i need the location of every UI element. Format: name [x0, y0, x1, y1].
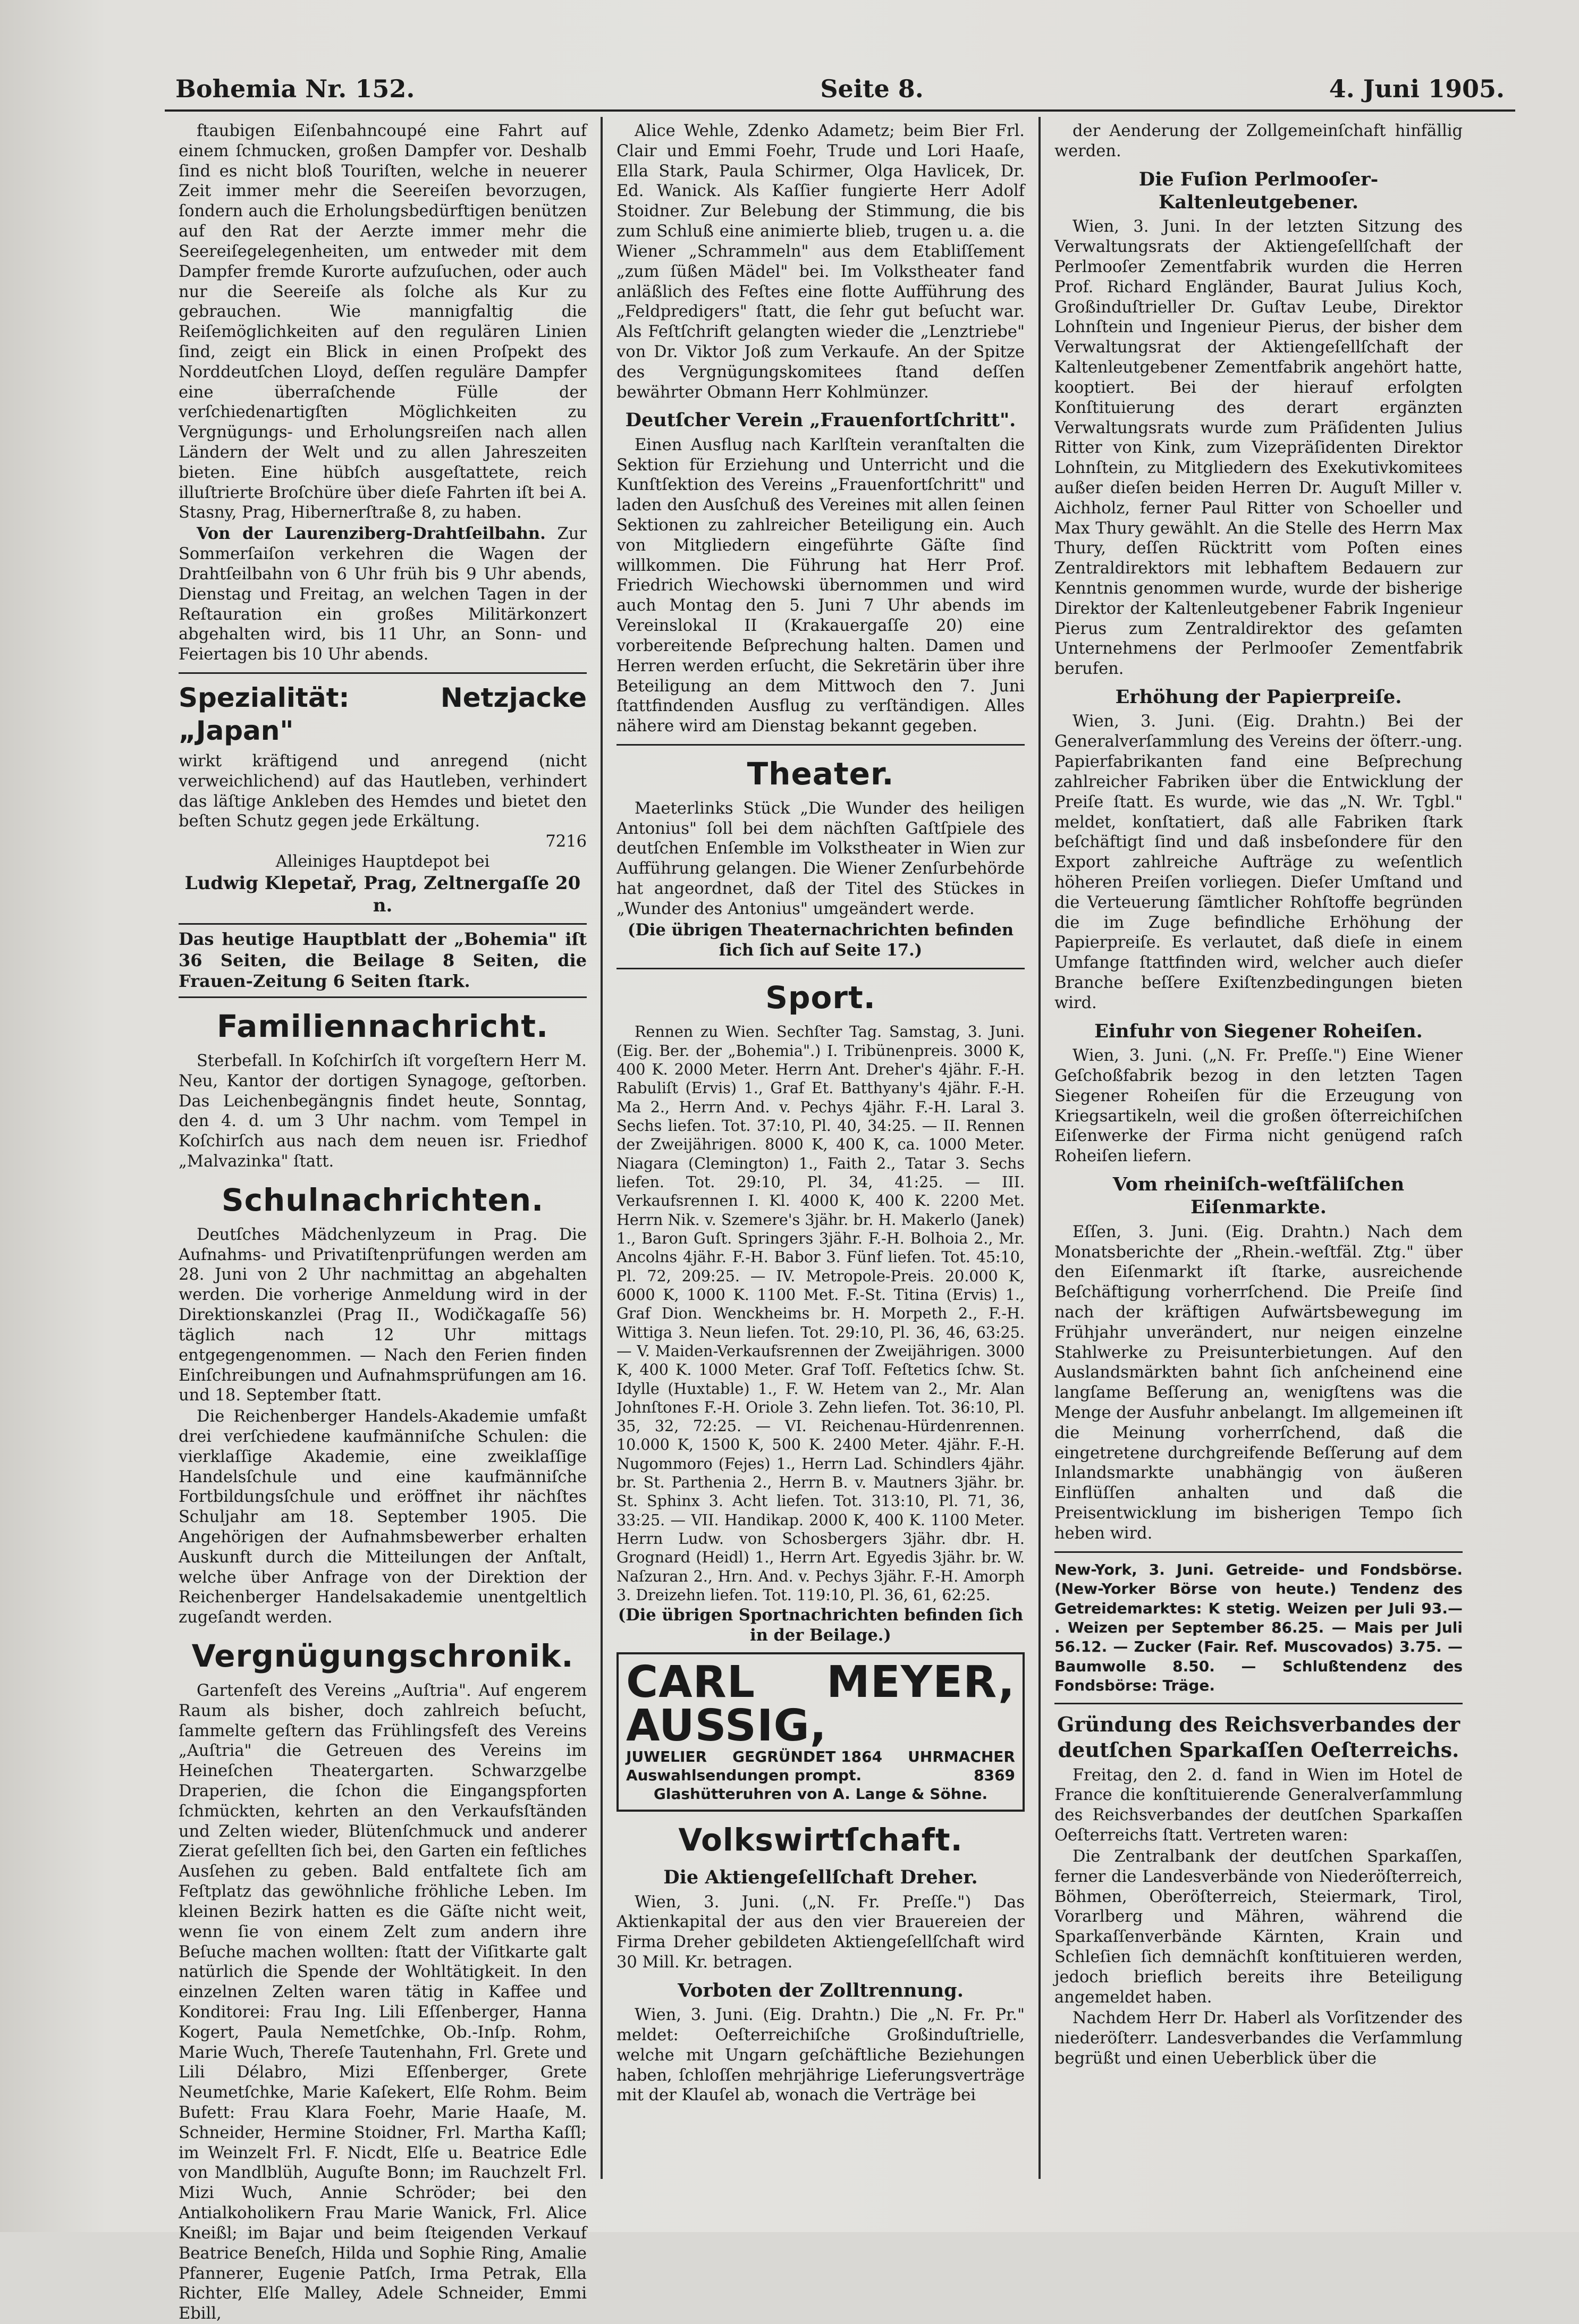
eisenmarkt-title: Vom rheiniſch-weſtfäliſchen Eiſenmarkte. [1112, 1173, 1405, 1219]
papierpreise-title: Erhöhung der Papierpreiſe. [1115, 686, 1402, 708]
notice-page-count: Das heutige Hauptblatt der „Bohemia" iſt 36 Seiten, die Beilage 8 Seiten, die Frauen-Zeitung 6 Seiten ſtark. [179, 923, 587, 998]
page-header [165, 74, 1515, 112]
section-theater: Theater. [747, 755, 894, 792]
article-eisenmarkt: Eſſen, 3. Juni. (Eig. Drahtn.) Nach dem Monatsberichte der „Rhein.-weſtfäl. Ztg." über den Eiſenmarkt iſt ſtarke, ausreichende Beſchäftigung vorherrſchend. Die Preiſe ſind nach der kräftigen Aufwärtsbewegung im Frühjahr unverändert, nur neigen einzelne Stahlwerke zu Preisunterbietungen. Auf den Auslandsmärkten bahnt ſich anſcheinend eine langſame Beſſerung an, wenigſtens was die Menge der Ausfuhr anbelangt. Im allgemeinen iſt die Meinung vorherrſchend, daß die eingetretene durchgreifende Beſſerung auf dem Inlandsmarkte unabhängig von äußeren Einflüſſen anhalten und daß die Preisentwicklung im bisherigen Tempo ſich heben wird. [1054, 1222, 1463, 1543]
divider [1054, 1551, 1463, 1553]
ad-netzjacke-number: 7216 [545, 832, 587, 851]
ad-carl-meyer-sub [626, 1748, 1015, 1767]
page-number: Seite 8. [820, 74, 924, 103]
ad-carl-meyer-founded: GEGRÜNDET 1864 [732, 1748, 883, 1766]
fusion-title: Die Fuſion Perlmooſer-Kaltenleutgebener. [1138, 168, 1379, 214]
article-handelsakademie: Die Reichenberger Handels-Akademie umfaßt drei verſchiedene kaufmänniſche Schulen: die vierklaſſige Akademie, eine zweiklaſſige Handelsſchule und eine kaufmänniſche Fortbildungsſchule und eröffnet ihr nächſtes Schuljahr am 18. September 1905. Die Angehörigen der Aufnahmsbewerber erhalten Auskunft durch die Mitteilungen der Anſtalt, welche über Anfrage von der Direktion der Reichenberger Handelsakademie unentgeltlich zugeſandt werden. [179, 1407, 587, 1627]
zolltrennung-title: Vorboten der Zolltrennung. [678, 1979, 964, 2001]
article-siegener: Wien, 3. Juni. („N. Fr. Preſſe.") Eine Wiener Geſchoßfabrik bezog in den letzten Tagen Siegener Roheiſen für die Erzeugung von Kriegsartikeln, weil die großen öſterreichiſchen Eiſenwerke der Firma nicht genügend raſch Roheiſen liefern. [1054, 1046, 1463, 1166]
divider [179, 672, 587, 674]
article-sparkassen-2: Die Zentralbank der deutſchen Sparkaſſen, ferner die Landesverbände von Niederöſterreich, Böhmen, Oberöſterreich, Steiermark, Tirol, Vorarlberg und Mähren, während die Sparkaſſenverbände Kärnten, Krain und Schleſien ſich demnächſt konſtituieren werden, jedoch brieflich bereits ihre Beteiligung angemeldet haben. [1054, 1847, 1463, 2007]
article-sparkassen-1: Freitag, den 2. d. fand in Wien im Hotel de France die konſtituierende Generalverſammlung des Reichsverbandes der deutſchen Sparkaſſen Oeſterreichs ſtatt. Vertreten waren: [1054, 1765, 1463, 1845]
frauenfortschritt-title: Deutſcher Verein „Frauenfortſchritt". [625, 409, 1016, 432]
ad-carl-meyer-number: 8369 [974, 1766, 1015, 1784]
article-fusion: Wien, 3. Juni. In der letzten Sitzung des Verwaltungsrats der Aktiengeſellſchaft der Perlmooſer Zementfabrik wurden die Herren Prof. Richard Engländer, Baurat Julius Koch, Großinduſtrieller Dr. Guſtav Leube, Direktor Lohnſtein und Ingenieur Pierus, der bisher dem Verwaltungsrat der Aktiengeſellſchaft der Kaltenleutgebener Zementfabrik angehört hatte, kooptiert. Bei der hierauf erfolgten Konſtituierung des derart ergänzten Verwaltungsrats wurde zum Präſidenten Julius Ritter von Kink, zum Vizepräſidenten Direktor Lohnſtein, zu Mitgliedern des Exekutivkomitees außer dieſen beiden Herren Dr. Auguſt Miller v. Aichholz, ferner Paul Ritter von Schoeller und Max Thury gewählt. An die Stelle des Herrn Max Thury, deſſen Rücktritt vom Poſten eines Zentraldirektors mit lebhaftem Bedauern zur Kenntnis genommen wurde, wurde der bisherige Direktor der Kaltenleutgebener Fabrik Ingenieur Pierus zum Zentraldirektor des geſamten Unternehmens der Perlmooſer Zementfabrik berufen. [1054, 217, 1463, 679]
article-zolltrennung-cont: der Aenderung der Zollgemeinſchaft hinfällig werden. [1054, 122, 1463, 160]
article-gartenfest: Gartenfeſt des Vereins „Auſtria". Auf engerem Raum als bisher, doch zahlreich beſucht, ſammelte geſtern das Frühlingsfeſt des Vereins „Auſtria" die Getreuen des Vereins im Heineſchen Theatergarten. Schwarzgelbe Draperien, die ſchon die Eingangspforten ſchmückten, kehrten an den Verkaufsſtänden und Zelten wieder, Blütenſchmuck und anderer Zierat geſellten ſich bei, den Garten ein feſtliches Ausſehen zu geben. Bald entfaltete ſich am Feſtplatz das gewöhnliche fröhliche Leben. Im kleinen Bezirk hatten es die Gäſte nicht weit, wenn ſie von einem Zelt zum andern ihre Beſuche machen wollten: ſtatt der Viſitkarte galt natürlich die Spende der Wohltätigkeit. In den einzelnen Zelten waren tätig in Kaffee und Konditorei: Frau Ing. Lili Eſſenberger, Hanna Kogert, Paula Nemetſchke, Ob.-Inſp. Rohm, Marie Wuch, Thereſe Tautenhahn, Frl. Grete und Lili Délabro, Mizi Eſſenberger, Grete Neumetſchke, Marie Kaſekert, Elſe Rohm. Beim Bufett: Frau Klara Foehr, Marie Haaſe, M. Schneider, Hermine Stoidner, Frl. Martha Kaſſl; im Weinzelt Frl. F. Nicdt, Elſe u. Beatrice Edle von Mandlblüh, Auguſte Bonn; im Rauchzelt Frl. Mizi Wuch, Annie Schröder; bei den Antialkoholikern Frau Marie Wanick, Frl. Alice Kneißl; im Bajar und beim ſteigenden Verkauf Beatrice Beneſch, Hilda und Sophie Ring, Amalie Pfannerer, Eugenie Patſch, Irma Petrak, Ella Richter, Elſe Malley, Adele Schneider, Emmi Ebill, [179, 1681, 587, 2323]
section-familiennachricht: Familiennachricht. [216, 1008, 549, 1045]
article-sparkassen-3: Nachdem Herr Dr. Haberl als Vorſitzender des niederöſterr. Landesverbandes die Verſammlung begrüßt und einen Ueberblick über die [1054, 2009, 1463, 2068]
section-sport: Sport. [765, 979, 876, 1016]
new-york-market-report: New-York, 3. Juni. Getreide- und Fondsbörse. (New-Yorker Börse von heute.) Tendenz des Getreidemarktes: K stetig. Weizen per Juli 93.— . Weizen per September 86.25. — Mais per Juli 56.12. — Zucker (Fair. Ref. Muscovados) 3.75. — Baumwolle 8.50. — Schlußtendenz des Fondsbörse: Träge. [1054, 1560, 1463, 1695]
laurenziberg-title: Von der Laurenziberg-Drahtſeilbahn. [197, 524, 546, 544]
article-rennen-wien: Rennen zu Wien. Sechſter Tag. Samstag, 3. Juni. (Eig. Ber. der „Bohemia".) I. Tribünenpreis. 3000 K, 400 K. 2000 Meter. Herrn Ant. Dreher's 4jähr. F.-H. Rabuliſt (Ervis) 1., Graf Et. Batthyany's 4jähr. F.-H. Ma 2., Herrn And. v. Pechys 4jähr. F.-H. Laral 3. Sechs liefen. Tot. 37:10, Pl. 40, 34:25. — II. Rennen der Zweijährigen. 8000 K, 400 K, ca. 1000 Meter. Niagara (Clemington) 1., Faith 2., Tatar 3. Sechs liefen. Tot. 29:10, Pl. 34, 41:25. — III. Verkaufsrennen I. Kl. 4000 K, 400 K. 2200 Met. Herrn Nik. v. Szemere's 3jähr. br. H. Makerlo (Janek) 1., Baron Guſt. Springers 3jähr. F.-H. Bolhoia 2., Mr. Ancolns 4jähr. F.-H. Babor 3. Fünf liefen. Tot. 45:10, Pl. 72, 209:25. — IV. Metropole-Preis. 20.000 K, 6000 K, 1000 K. 1100 Met. F.-St. Titina (Ervis) 1., Graf Dion. Wenckheims br. H. Morpeth 2., F.-H. Wittiga 3. Neun liefen. Tot. 29:10, Pl. 36, 46, 63:25. — V. Maiden-Verkaufsrennen der Zweijährigen. 3000 K, 400 K. 1000 Meter. Graf Toſſ. Feſtetics ſchw. St. Idylle (Huxtable) 1., F. W. Hetem van 2., Mr. Alan Johnſtones F.-H. Oriole 3. Zehn liefen. Tot. 36:10, Pl. 35, 32, 72:25. — VI. Reichenau-Hürdenrennen. 10.000 K, 1500 K, 500 K. 2400 Meter. 4jähr. F.-H. Nugommoro (Fejes) 1., Herrn Lad. Schindlers 4jähr. br. St. Parthenia 2., Herrn B. v. Mautners 3jähr. br. St. Sphinx 3. Acht liefen. Tot. 313:10, Pl. 71, 36, 33:25. — VII. Handikap. 2000 K, 400 K. 1100 Meter. Herrn Ludw. von Schosbergers 3jähr. dbr. H. Grognard (Heidl) 1., Herrn Art. Egyedis 3jähr. br. W. Naſzuran 2., Hrn. And. v. Pechys 3jähr. F.-H. Amorph 3. Dreizehn liefen. Tot. 119:10, Pl. 36, 61, 62:25. [617, 1023, 1025, 1604]
issue-date: 4. Juni 1905. [1329, 74, 1505, 103]
siegener-title: Einfuhr von Siegener Roheiſen. [1094, 1020, 1423, 1042]
theater-note: (Die übrigen Theaternachrichten befinden ſich ſich auf Seite 17.) [627, 920, 1014, 960]
sparkassen-title: Gründung des Reichsverbandes der deutſchen Sparkaſſen Oeſterreichs. [1057, 1712, 1460, 1762]
dreher-title: Die Aktiengeſellſchaft Dreher. [663, 1866, 978, 1889]
columns [165, 117, 1515, 2323]
ad-carl-meyer-juwelier: JUWELIER [626, 1748, 707, 1766]
ad-netzjacke-depot: Alleiniges Hauptdepot bei [275, 852, 490, 871]
section-schulnachrichten: Schulnachrichten. [221, 1181, 544, 1218]
masthead-issue: Bohemia Nr. 152. [175, 74, 415, 103]
ad-carl-meyer-uhrmacher: UHRMACHER [908, 1748, 1015, 1766]
section-volkswirtschaft: Volkswirtſchaft. [678, 1822, 963, 1858]
ad-carl-meyer-auswahl: Auswahlsendungen prompt. [626, 1766, 862, 1784]
article-gartenfest-cont: Alice Wehle, Zdenko Adametz; beim Bier Frl. Clair und Emmi Foehr, Trude und Lori Haaſe, Ella Stark, Paula Schirmer, Olga Havlicek, Dr. Ed. Wanick. Als Kaſſier fungierte Herr Adolf Stoidner. Zur Belebung der Stimmung, die bis zum Schluß eine animierte blieb, trugen u. a. die Wiener „Schrammeln" aus dem Etabliſſement „zum ſüßen Mädel" bei. Im Volkstheater fand anläßlich des Feſtes eine flotte Aufführung des „Feldpredigers" ſtatt, die ſehr gut beſucht war. Als Feſtſchrift gelangten wieder die „Lenztriebe" von Dr. Viktor Joß zum Verkaufe. An der Spitze des Vergnügungskomitees ſtand deſſen bewährter Obmann Herr Kohlmünzer. [617, 122, 1025, 402]
divider [617, 744, 1025, 746]
column-3 [1041, 117, 1476, 2179]
ad-carl-meyer-line2 [626, 1767, 1015, 1785]
ad-netzjacke-text: wirkt kräftigend und anregend (nicht verweichlichend) auf das Hautleben, verhindert das läſtige Ankleben des Hemdes und bietet den beſten Schutz gegen jede Erkältung. [179, 751, 587, 831]
article-zolltrennung: Wien, 3. Juni. (Eig. Drahtn.) Die „N. Fr. Pr." meldet: Oeſterreichiſche Großinduſtrielle, welche mit Ungarn geſchäftliche Beziehungen haben, ſchloſſen mehrjährige Lieferungsverträge mit der Klauſel ab, wonach die Verträge bei [617, 2006, 1025, 2105]
article-dreher: Wien, 3. Juni. („N. Fr. Preſſe.") Das Aktienkapital der aus den vier Brauereien der Firma Dreher gebildeten Aktiengeſellſchaft wird 30 Mill. Kr. betragen. [617, 1892, 1025, 1972]
ad-netzjacke-title: Spezialität: Netzjacke „Japan" [179, 682, 587, 746]
ad-carl-meyer-name: CARL MEYER, AUSSIG, [626, 1657, 1015, 1752]
article-frauenfortschritt: Einen Ausflug nach Karlſtein veranſtalten die Sektion für Erziehung und Unterricht und die Kunſtſektion des Vereins „Frauenfortſchritt" und laden den Ausſchuß des Vereines mit allen ſeinen Sektionen zu zahlreicher Beteiligung ein. Auch von Mitgliedern eingeführte Gäſte ſind willkommen. Die Führung hat Herr Prof. Friedrich Wiechowski übernommen und wird auch Montag den 5. Juni 7 Uhr abends im Vereinslokal II (Krakauergaſſe 20) eine vorbereitende Beſprechung halten. Damen und Herren werden erſucht, die Sekretärin über ihre Beteiligung an dem Mittwoch den 7. Juni ſtattfindenden Ausflug zu verſtändigen. Alles nähere wird am Dienstag bekannt gegeben. [617, 435, 1025, 736]
article-papierpreise: Wien, 3. Juni. (Eig. Drahtn.) Bei der Generalverſammlung des Vereins der öſterr.-ung. Papierfabrikanten fand eine Beſprechung zahlreicher Fabriken über die Entwicklung der Preiſe ſtatt. Es wurde, wie das „N. Wr. Tgbl." meldet, konſtatiert, daß alle Fabriken ſtark beſchäftigt ſind und daß insbeſondere für den Export zahlreiche Aufträge zu weſentlich höheren Preiſen vorliegen. Dieſer Umſtand und die Verteuerung ſämtlicher Rohſtoffe begründen die im Zuge befindliche Erhöhung der Papierpreiſe. Es verlautet, daß dieſe in einem Umfange ſtattfinden wird, welcher auch dieſer Branche beſſere Exiſtenzbedingungen bieten wird. [1054, 712, 1463, 1012]
column-1 [165, 117, 601, 2323]
section-vergnuegungschronik: Vergnügungschronik. [191, 1638, 574, 1675]
sport-note: (Die übrigen Sportnachrichten befinden ſich in der Beilage.) [618, 1605, 1024, 1645]
article-maedchenlyzeum: Deutſches Mädchenlyzeum in Prag. Die Aufnahms- und Privatiſtenprüfungen werden am 28. Juni von 2 Uhr nachmittag an abgehalten werden. Die vorherige Anmeldung wird in der Direktionskanzlei (Prag II., Wodičkagaſſe 56) täglich nach 12 Uhr mittags entgegengenommen. — Nach den Ferien finden Einſchreibungen und Aufnahmsprüfungen am 16. und 18. September ſtatt. [179, 1225, 587, 1405]
article-laurenziberg [179, 524, 587, 665]
article-seereisen: ftaubigen Eiſenbahncoupé eine Fahrt auf einem ſchmucken, großen Dampfer vor. Deshalb ſind es nicht bloß Touriſten, welche in neuerer Zeit immer mehr die Seereiſen bevorzugen, ſondern auch die Erholungsbedürftigen benützen auf den Rat der Aerzte immer mehr die Seereiſegelegenheiten, um entweder mit dem Dampfer fremde Kurorte aufzuſuchen, oder auch nur die Seereiſe als ſolche als Kur zu gebrauchen. Wie mannigfaltig die Reiſemöglichkeiten auf den regulären Linien ſind, zeigt ein Blick in einen Proſpekt des Norddeutſchen Lloyd, deſſen reguläre Dampfer eine überraſchende Fülle der verſchiedenartigſten Möglichkeiten zu Vergnügungs- und Erholungsreiſen nach allen Ländern der Welt und zu allen Jahreszeiten bieten. Eine hübſch ausgeſtattete, reich illuſtrierte Broſchüre über dieſe Fahrten iſt bei A. Stasny, Prag, Hibernerſtraße 8, zu haben. [179, 122, 587, 522]
divider [617, 968, 1025, 969]
divider [1054, 1703, 1463, 1704]
laurenziberg-text: Zur Sommerſaiſon verkehren die Wagen der Drahtſeilbahn von 6 Uhr früh bis 9 Uhr abends, Dienstag und Freitag, an welchen Tagen in der Reſtauration ein großes Militärkonzert abgehalten wird, bis 11 Uhr, an Sonn- und Feiertagen bis 10 Uhr abends. [179, 525, 587, 664]
article-sterbefall: Sterbefall. In Koſchirſch iſt vorgeſtern Herr M. Neu, Kantor der dortigen Synagoge, geſtorben. Das Leichenbegängnis findet heute, Sonntag, den 4. d. um 3 Uhr nachm. vom Tempel in Koſchirſch aus nach dem neuen isr. Friedhof „Malvazinka" ſtatt. [179, 1052, 587, 1171]
ad-carl-meyer-line3: Glashütteruhren von A. Lange & Söhne. [653, 1785, 988, 1803]
ad-netzjacke-firm: Ludwig Klepetař, Prag, Zeltnergaſſe 20 n. [184, 872, 581, 916]
column-2 [603, 117, 1038, 2179]
article-maeterlinck: Maeterlinks Stück „Die Wunder des heiligen Antonius" ſoll bei dem nächſten Gaſtſpiele des deutſchen Enſemble im Volkstheater in Wien zur Aufführung gelangen. Die Wiener Zenſurbehörde hat angeordnet, daß der Titel des Stückes in „Wunder des Antonius" umgeändert werde. [617, 799, 1025, 918]
ad-netzjacke [179, 681, 587, 917]
ad-carl-meyer [617, 1652, 1025, 1812]
